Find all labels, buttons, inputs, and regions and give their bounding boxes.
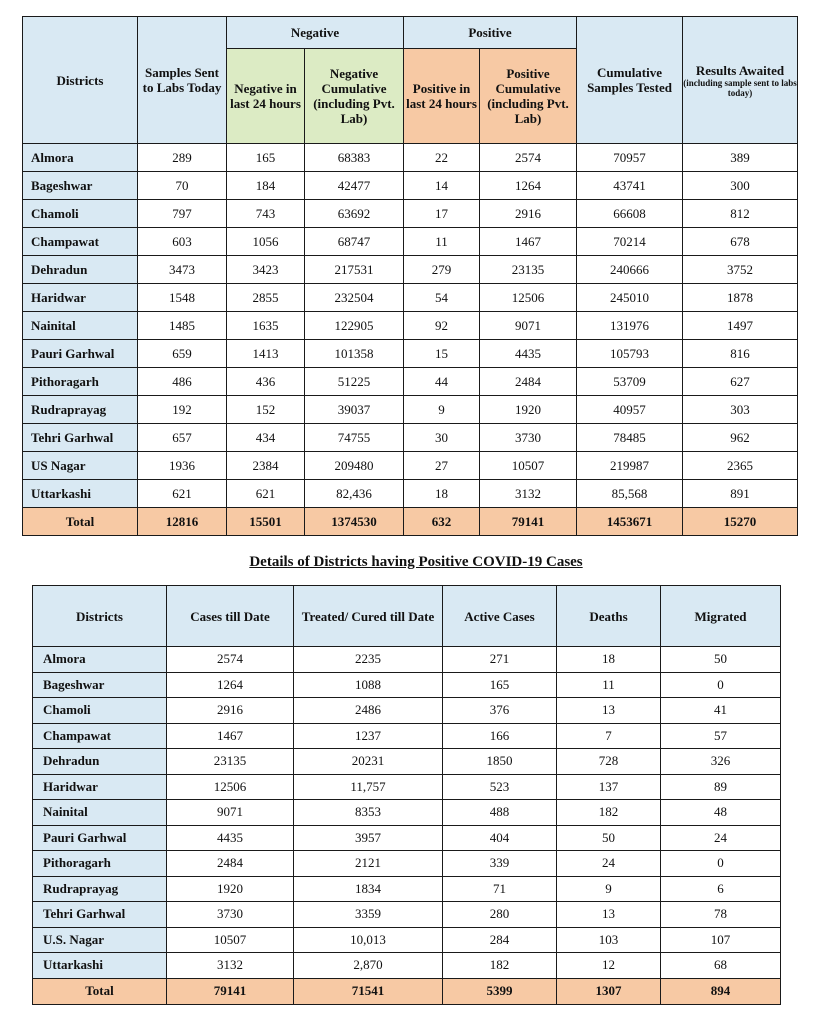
- table-cell: 82,436: [305, 480, 404, 508]
- table-cell: 2235: [294, 647, 443, 673]
- table-cell: 3132: [167, 953, 294, 979]
- table-cell: 2484: [167, 851, 294, 877]
- table-cell: 41: [661, 698, 781, 724]
- table-cell: 4435: [480, 340, 577, 368]
- district-name: Chamoli: [23, 200, 138, 228]
- table-row: [23, 284, 798, 312]
- table-cell: 74755: [305, 424, 404, 452]
- total-cell: 79141: [167, 978, 294, 1004]
- table-cell: 10507: [480, 452, 577, 480]
- col-samples-sent: Samples Sent to Labs Today: [138, 17, 227, 144]
- table-row: [33, 876, 781, 902]
- table-cell: 182: [557, 800, 661, 826]
- table-cell: 2916: [480, 200, 577, 228]
- table-cell: 219987: [577, 452, 683, 480]
- table-cell: 17: [404, 200, 480, 228]
- table-cell: 1920: [480, 396, 577, 424]
- table-cell: 2916: [167, 698, 294, 724]
- table-row: [23, 228, 798, 256]
- table-row: [33, 723, 781, 749]
- table-cell: 1635: [227, 312, 305, 340]
- col-active-cases: Active Cases: [443, 586, 557, 647]
- total-cell: 15270: [683, 508, 798, 536]
- table-row: [33, 927, 781, 953]
- table-cell: 1834: [294, 876, 443, 902]
- table-cell: 284: [443, 927, 557, 953]
- table-cell: 339: [443, 851, 557, 877]
- table-cell: 39037: [305, 396, 404, 424]
- table-cell: 63692: [305, 200, 404, 228]
- district-name: Haridwar: [33, 774, 167, 800]
- table-row: [23, 340, 798, 368]
- table-cell: 6: [661, 876, 781, 902]
- table-cell: 78: [661, 902, 781, 928]
- table-cell: 659: [138, 340, 227, 368]
- table-cell: 1548: [138, 284, 227, 312]
- district-name: Dehradun: [33, 749, 167, 775]
- table-row: [23, 312, 798, 340]
- table-cell: 657: [138, 424, 227, 452]
- table-cell: 70214: [577, 228, 683, 256]
- district-name: Nainital: [33, 800, 167, 826]
- table-cell: 3132: [480, 480, 577, 508]
- table-cell: 89: [661, 774, 781, 800]
- district-name: Dehradun: [23, 256, 138, 284]
- table-cell: 71: [443, 876, 557, 902]
- table-row: [33, 800, 781, 826]
- table-row: [23, 480, 798, 508]
- table-cell: 1497: [683, 312, 798, 340]
- district-name: Pauri Garhwal: [23, 340, 138, 368]
- table-cell: 42477: [305, 172, 404, 200]
- table-cell: 1264: [480, 172, 577, 200]
- table-cell: 7: [557, 723, 661, 749]
- total-cell: 632: [404, 508, 480, 536]
- table-row: [23, 200, 798, 228]
- col-cases-till-date: Cases till Date: [167, 586, 294, 647]
- table-cell: 389: [683, 144, 798, 172]
- table-cell: 165: [227, 144, 305, 172]
- table-cell: 240666: [577, 256, 683, 284]
- table-cell: 12506: [480, 284, 577, 312]
- total-cell: 1374530: [305, 508, 404, 536]
- district-name: Uttarkashi: [23, 480, 138, 508]
- table-cell: 0: [661, 851, 781, 877]
- table-cell: 9: [557, 876, 661, 902]
- table-cell: 18: [404, 480, 480, 508]
- table-row: [33, 698, 781, 724]
- total-cell: 1453671: [577, 508, 683, 536]
- table-cell: 1936: [138, 452, 227, 480]
- table-cell: 14: [404, 172, 480, 200]
- table-cell: 743: [227, 200, 305, 228]
- col-cumulative-tested: Cumulative Samples Tested: [577, 17, 683, 144]
- table-cell: 4435: [167, 825, 294, 851]
- table-cell: 621: [227, 480, 305, 508]
- table-cell: 23135: [480, 256, 577, 284]
- table-cell: 44: [404, 368, 480, 396]
- col-deaths: Deaths: [557, 586, 661, 647]
- table-cell: 797: [138, 200, 227, 228]
- table-cell: 137: [557, 774, 661, 800]
- col-positive-cumulative: Positive Cumulative (including Pvt. Lab): [480, 49, 577, 144]
- table-cell: 70: [138, 172, 227, 200]
- table-cell: 182: [443, 953, 557, 979]
- table-cell: 217531: [305, 256, 404, 284]
- table-cell: 627: [683, 368, 798, 396]
- district-name: Tehri Garhwal: [23, 424, 138, 452]
- table-row: [33, 647, 781, 673]
- table-cell: 13: [557, 902, 661, 928]
- table-cell: 192: [138, 396, 227, 424]
- table-cell: 434: [227, 424, 305, 452]
- table-cell: 3473: [138, 256, 227, 284]
- table-cell: 103: [557, 927, 661, 953]
- table-cell: 1850: [443, 749, 557, 775]
- table-cell: 3423: [227, 256, 305, 284]
- district-name: Uttarkashi: [33, 953, 167, 979]
- total-cell: 894: [661, 978, 781, 1004]
- table-cell: 232504: [305, 284, 404, 312]
- table-cell: 1467: [480, 228, 577, 256]
- table-cell: 12506: [167, 774, 294, 800]
- table-cell: 122905: [305, 312, 404, 340]
- table-cell: 43741: [577, 172, 683, 200]
- district-name: Bageshwar: [23, 172, 138, 200]
- table-cell: 70957: [577, 144, 683, 172]
- positive-cases-table: [32, 585, 781, 1005]
- table-cell: 131976: [577, 312, 683, 340]
- table-cell: 50: [661, 647, 781, 673]
- table-cell: 728: [557, 749, 661, 775]
- table-row: [33, 825, 781, 851]
- table-row: [23, 396, 798, 424]
- table-cell: 603: [138, 228, 227, 256]
- district-name: Champawat: [23, 228, 138, 256]
- table-cell: 3730: [167, 902, 294, 928]
- col-results-awaited: [683, 17, 798, 144]
- col-districts: Districts: [33, 586, 167, 647]
- district-name: Pithoragarh: [23, 368, 138, 396]
- table-cell: 1237: [294, 723, 443, 749]
- table-cell: 11,757: [294, 774, 443, 800]
- table-cell: 2,870: [294, 953, 443, 979]
- table-cell: 13: [557, 698, 661, 724]
- table-cell: 184: [227, 172, 305, 200]
- table-cell: 53709: [577, 368, 683, 396]
- table-cell: 3957: [294, 825, 443, 851]
- table-cell: 2855: [227, 284, 305, 312]
- table-cell: 376: [443, 698, 557, 724]
- table-cell: 488: [443, 800, 557, 826]
- table-cell: 1920: [167, 876, 294, 902]
- col-treated-cured: Treated/ Cured till Date: [294, 586, 443, 647]
- table-cell: 1467: [167, 723, 294, 749]
- total-cell: 12816: [138, 508, 227, 536]
- table-cell: 10,013: [294, 927, 443, 953]
- table-cell: 92: [404, 312, 480, 340]
- district-name: Pauri Garhwal: [33, 825, 167, 851]
- table-cell: 9071: [167, 800, 294, 826]
- table-row: [23, 452, 798, 480]
- table-row: [23, 172, 798, 200]
- district-name: U.S. Nagar: [33, 927, 167, 953]
- table-cell: 54: [404, 284, 480, 312]
- table-cell: 621: [138, 480, 227, 508]
- table-row: [33, 953, 781, 979]
- table-cell: 2574: [480, 144, 577, 172]
- table-cell: 48: [661, 800, 781, 826]
- table-cell: 891: [683, 480, 798, 508]
- table-row: [33, 902, 781, 928]
- district-name: Champawat: [33, 723, 167, 749]
- table-row: [23, 144, 798, 172]
- table-cell: 68383: [305, 144, 404, 172]
- table-cell: 68: [661, 953, 781, 979]
- total-label: Total: [33, 978, 167, 1004]
- table-cell: 11: [557, 672, 661, 698]
- table-cell: 3752: [683, 256, 798, 284]
- results-awaited-note: (including sample sent to labs today): [683, 77, 797, 98]
- district-name: Rudraprayag: [23, 396, 138, 424]
- table-cell: 57: [661, 723, 781, 749]
- table-cell: 22: [404, 144, 480, 172]
- table-cell: 68747: [305, 228, 404, 256]
- group-negative: Negative: [227, 17, 404, 49]
- table-cell: 271: [443, 647, 557, 673]
- table-cell: 8353: [294, 800, 443, 826]
- details-title: Details of Districts having Positive COVID-19 Cases: [249, 554, 583, 570]
- table-row: [23, 424, 798, 452]
- table-cell: 404: [443, 825, 557, 851]
- table-cell: 280: [443, 902, 557, 928]
- table-cell: 30: [404, 424, 480, 452]
- district-name: Bageshwar: [33, 672, 167, 698]
- table-cell: 209480: [305, 452, 404, 480]
- table-cell: 24: [661, 825, 781, 851]
- district-name: Haridwar: [23, 284, 138, 312]
- table-cell: 11: [404, 228, 480, 256]
- total-cell: 15501: [227, 508, 305, 536]
- group-positive: Positive: [404, 17, 577, 49]
- table-cell: 107: [661, 927, 781, 953]
- col-negative-24h: Negative in last 24 hours: [227, 49, 305, 144]
- table-cell: 1264: [167, 672, 294, 698]
- total-cell: 1307: [557, 978, 661, 1004]
- total-label: Total: [23, 508, 138, 536]
- col-negative-cumulative: Negative Cumulative (including Pvt. Lab): [305, 49, 404, 144]
- table-cell: 27: [404, 452, 480, 480]
- table-cell: 289: [138, 144, 227, 172]
- table-row: [23, 256, 798, 284]
- table-cell: 66608: [577, 200, 683, 228]
- table-cell: 152: [227, 396, 305, 424]
- total-row: [23, 508, 798, 536]
- table-cell: 326: [661, 749, 781, 775]
- table-cell: 523: [443, 774, 557, 800]
- table-cell: 24: [557, 851, 661, 877]
- table-cell: 51225: [305, 368, 404, 396]
- table-cell: 2384: [227, 452, 305, 480]
- table-cell: 2365: [683, 452, 798, 480]
- district-name: Almora: [23, 144, 138, 172]
- table-cell: 279: [404, 256, 480, 284]
- table-cell: 300: [683, 172, 798, 200]
- district-name: Tehri Garhwal: [33, 902, 167, 928]
- col-migrated: Migrated: [661, 586, 781, 647]
- table-cell: 105793: [577, 340, 683, 368]
- table-cell: 12: [557, 953, 661, 979]
- table-cell: 1413: [227, 340, 305, 368]
- district-summary-table: [22, 16, 798, 536]
- table-row: [33, 672, 781, 698]
- table-cell: 3730: [480, 424, 577, 452]
- table-cell: 18: [557, 647, 661, 673]
- table-cell: 40957: [577, 396, 683, 424]
- table-cell: 0: [661, 672, 781, 698]
- table-cell: 50: [557, 825, 661, 851]
- table-cell: 15: [404, 340, 480, 368]
- total-row: [33, 978, 781, 1004]
- table-cell: 303: [683, 396, 798, 424]
- table-cell: 1878: [683, 284, 798, 312]
- table-cell: 678: [683, 228, 798, 256]
- table-cell: 812: [683, 200, 798, 228]
- total-cell: 79141: [480, 508, 577, 536]
- table-cell: 2121: [294, 851, 443, 877]
- col-districts: Districts: [23, 17, 138, 144]
- table-cell: 436: [227, 368, 305, 396]
- table-cell: 2484: [480, 368, 577, 396]
- table-cell: 85,568: [577, 480, 683, 508]
- table-row: [33, 774, 781, 800]
- table-cell: 245010: [577, 284, 683, 312]
- district-name: US Nagar: [23, 452, 138, 480]
- table-cell: 2574: [167, 647, 294, 673]
- table-cell: 23135: [167, 749, 294, 775]
- total-cell: 5399: [443, 978, 557, 1004]
- district-name: Pithoragarh: [33, 851, 167, 877]
- total-cell: 71541: [294, 978, 443, 1004]
- district-name: Chamoli: [33, 698, 167, 724]
- table-cell: 3359: [294, 902, 443, 928]
- table-cell: 101358: [305, 340, 404, 368]
- table-cell: 165: [443, 672, 557, 698]
- results-awaited-label: Results Awaited: [695, 62, 785, 78]
- table-row: [33, 851, 781, 877]
- district-name: Nainital: [23, 312, 138, 340]
- table-cell: 962: [683, 424, 798, 452]
- table-cell: 9071: [480, 312, 577, 340]
- table-cell: 1056: [227, 228, 305, 256]
- table-cell: 78485: [577, 424, 683, 452]
- table-cell: 1485: [138, 312, 227, 340]
- table-cell: 816: [683, 340, 798, 368]
- table-row: [23, 368, 798, 396]
- table-cell: 9: [404, 396, 480, 424]
- col-positive-24h: Positive in last 24 hours: [404, 49, 480, 144]
- table-cell: 1088: [294, 672, 443, 698]
- table-row: [33, 749, 781, 775]
- table-cell: 486: [138, 368, 227, 396]
- table-cell: 2486: [294, 698, 443, 724]
- district-name: Rudraprayag: [33, 876, 167, 902]
- table-cell: 166: [443, 723, 557, 749]
- table-cell: 10507: [167, 927, 294, 953]
- table-cell: 20231: [294, 749, 443, 775]
- district-name: Almora: [33, 647, 167, 673]
